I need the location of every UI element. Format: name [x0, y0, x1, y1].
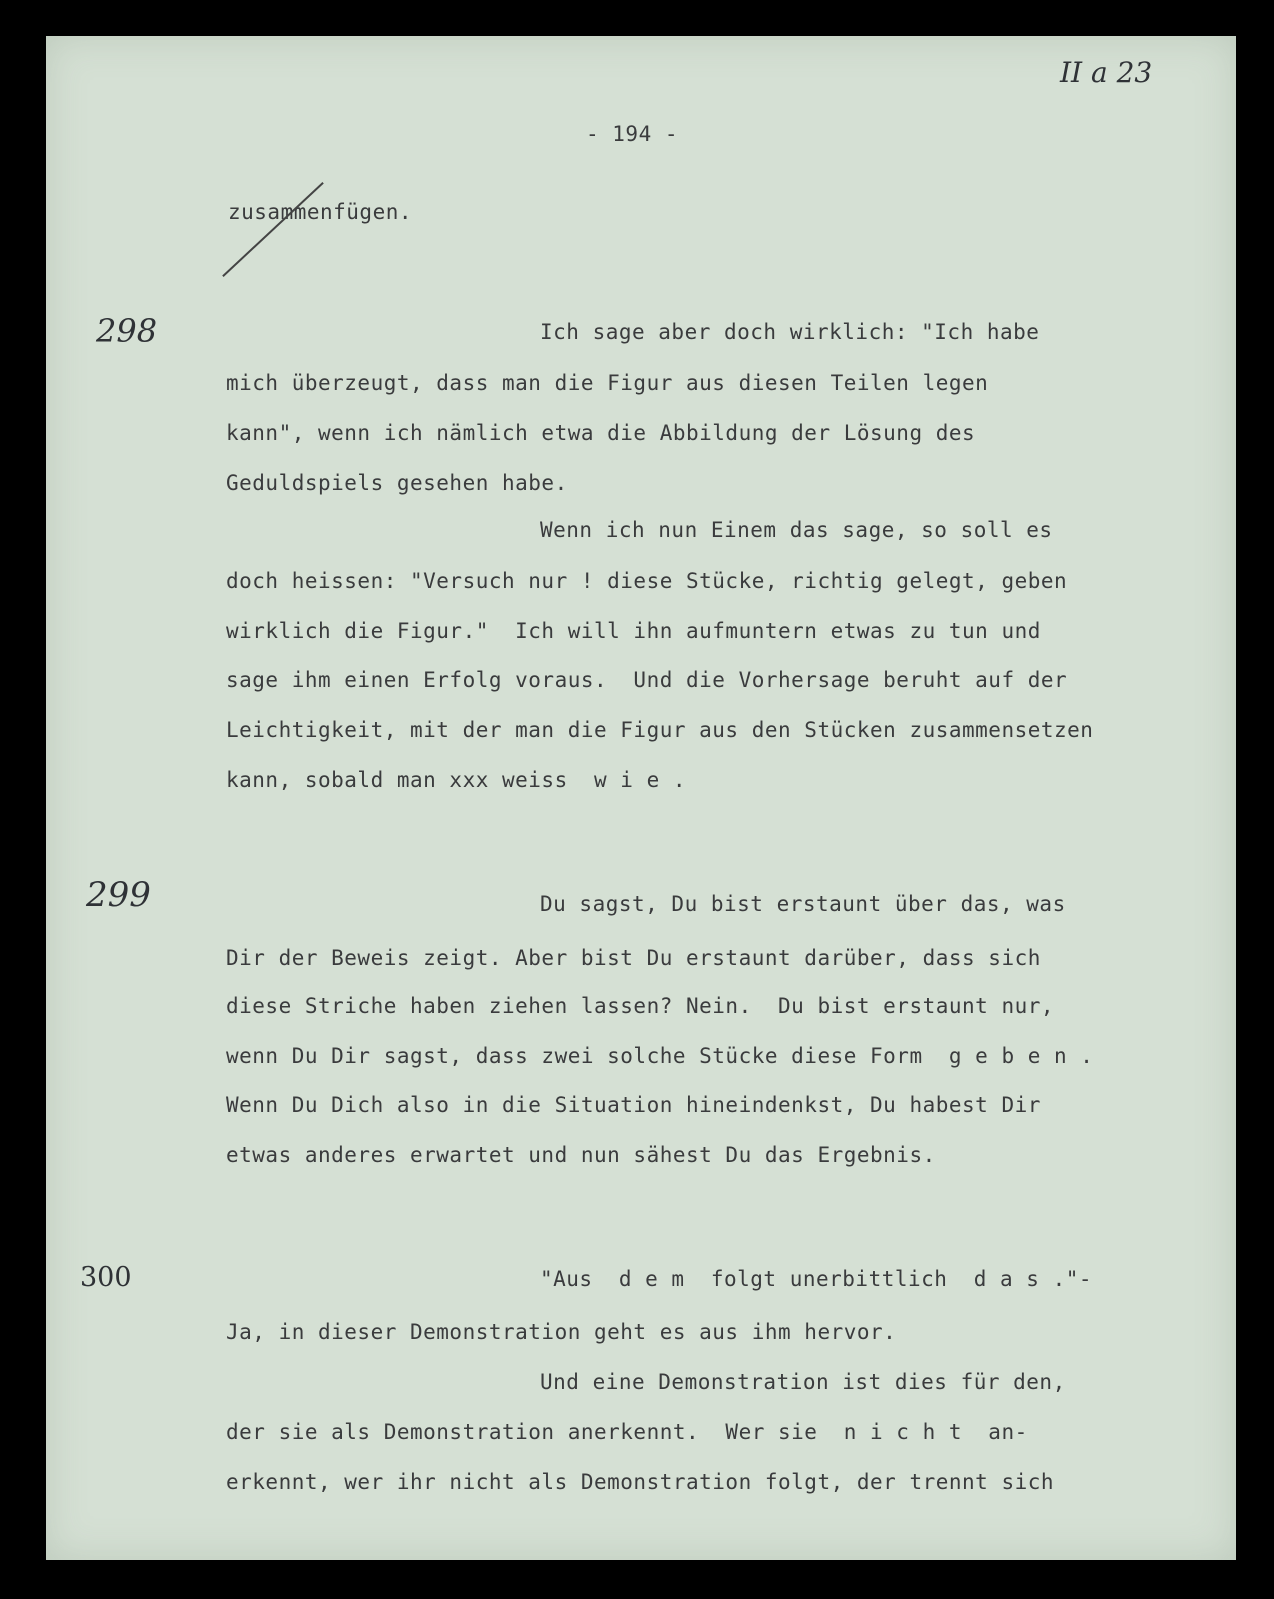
text-line: Wenn Du Dich also in die Situation hineindenkst, Du habest Dir [226, 1093, 1041, 1117]
remark-number-298: 298 [96, 312, 158, 350]
text-line: doch heissen: "Versuch nur ! diese Stücke, richtig gelegt, geben [226, 569, 1068, 593]
text-line: kann", wenn ich nämlich etwa die Abbildung der Lösung des [226, 421, 976, 445]
text-line: wirklich die Figur." Ich will ihn aufmuntern etwas zu tun und [226, 619, 1041, 643]
text-line: Dir der Beweis zeigt. Aber bist Du erstaunt darüber, dass sich [226, 946, 1041, 970]
text-line: etwas anderes erwartet und nun sähest Du das Ergebnis. [226, 1143, 936, 1167]
remark-number-299: 299 [86, 875, 151, 915]
text-line: kann, sobald man xxx weiss w i e . [226, 768, 687, 792]
remark-number-300: 300 [80, 1262, 132, 1293]
text-line: erkennt, wer ihr nicht als Demonstration folgt, der trennt sich [226, 1470, 1055, 1494]
text-line: Ja, in dieser Demonstration geht es aus ihm hervor. [226, 1320, 897, 1344]
text-line: Ich sage aber doch wirklich: "Ich habe [540, 320, 1040, 344]
text-line: "Aus d e m folgt unerbittlich d a s ."- [540, 1267, 1093, 1291]
text-line: zusammenfügen. [228, 200, 413, 224]
text-line: Wenn ich nun Einem das sage, so soll es [540, 518, 1053, 542]
text-line: wenn Du Dir sagst, dass zwei solche Stücke diese Form g e b e n . [226, 1044, 1094, 1068]
archive-page-reference: II a 23 [1060, 56, 1153, 89]
text-line: diese Striche haben ziehen lassen? Nein. Du bist erstaunt nur, [226, 994, 1055, 1018]
page-number: - 194 - [586, 122, 679, 146]
text-line: Du sagst, Du bist erstaunt über das, was [540, 892, 1066, 916]
text-line: mich überzeugt, dass man die Figur aus diesen Teilen legen [226, 371, 989, 395]
text-line: sage ihm einen Erfolg voraus. Und die Vorhersage beruht auf der [226, 668, 1068, 692]
text-line: Geduldspiels gesehen habe. [226, 471, 568, 495]
text-line: der sie als Demonstration anerkennt. Wer sie n i c h t an- [226, 1420, 1028, 1444]
text-line: Leichtigkeit, mit der man die Figur aus den Stücken zusammensetzen [226, 718, 1094, 742]
text-line: Und eine Demonstration ist dies für den, [540, 1370, 1066, 1394]
